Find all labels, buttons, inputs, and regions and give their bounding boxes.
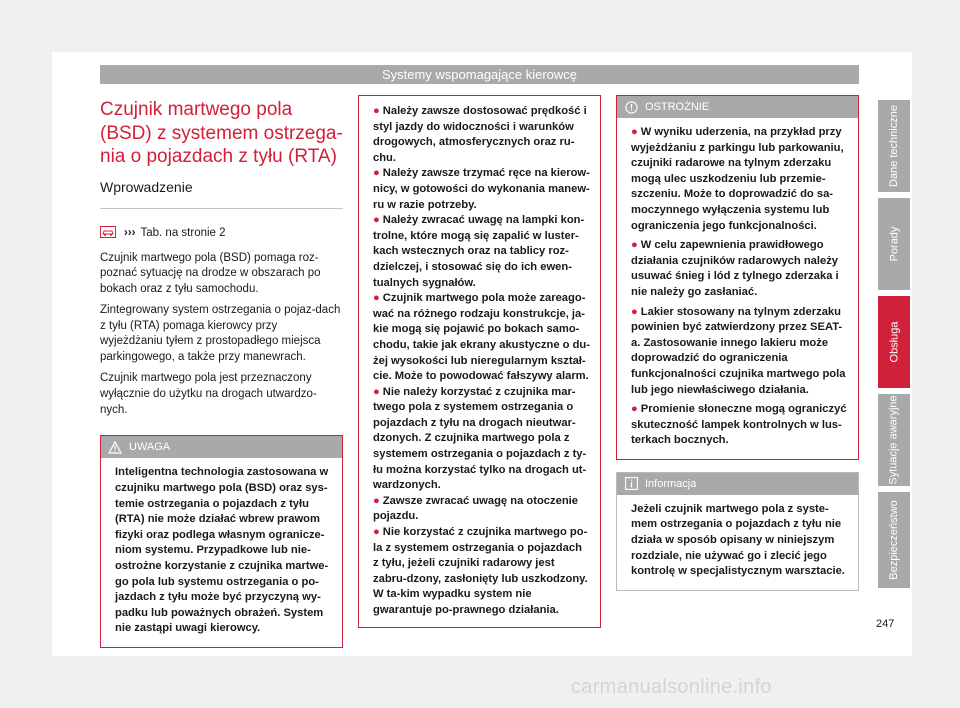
list-item-text: Lakier stosowany na tylnym zderzaku powinien być zatwierdzony przez SEAT-a. Zastosowanie innego lakieru może doprowadzić do ograniczenia funkcjonalności czujnika martwego pola lub jego niewłaściwego działania. bbox=[631, 305, 846, 396]
caution-header bbox=[617, 96, 858, 118]
exclamation-circle-icon bbox=[617, 101, 645, 114]
list-item-text: Nie należy korzystać z czujnika mar-twego pola z systemem ostrzegania o pojazdach z tyłu na drogach nieutwar-dzonych. Z czujnika martwego pola z systemem ostrzegania o pojazdach z ty-łu można korzystać tylko na drogach ut-wardzonych. bbox=[373, 385, 587, 492]
info-box bbox=[616, 472, 859, 591]
list-item bbox=[373, 525, 590, 619]
list-item bbox=[373, 494, 590, 525]
paragraph: Czujnik martwego pola jest przeznaczony wyłącznie do użytku na drogach utwardzo-nych. bbox=[100, 372, 317, 416]
list-item-text: W celu zapewnienia prawidłowego działania czujników radarowych należy usuwać śnieg i lód z tylnego zderzaka i nie należy go zasłaniać. bbox=[631, 239, 839, 298]
section-title-line: Czujnik martwego pola bbox=[100, 99, 293, 120]
car-icon bbox=[100, 226, 116, 241]
reference-arrows: ››› bbox=[124, 227, 136, 239]
tab-porady[interactable] bbox=[878, 198, 910, 290]
bullet-icon: ● bbox=[373, 167, 380, 180]
reference-text[interactable]: Tab. na stronie 2 bbox=[140, 227, 226, 239]
tab-label: Sytuacje awaryjne bbox=[888, 395, 900, 485]
warning-box bbox=[100, 435, 343, 648]
list-item bbox=[631, 125, 848, 234]
subsection-title: Wprowadzenie bbox=[100, 179, 343, 209]
list-item-text: Czujnik martwego pola może zareago-wać na różnego rodzaju konstrukcje, ja-kie mogą się pojawić po bokach samo-chodu, takie jak ekrany akustyczne o du-żej wysokości lub nieregularnym kształ-cie. Może to powodować fałszywy alarm. bbox=[373, 292, 590, 383]
list-item-text: W wyniku uderzenia, na przykład przy wyjeżdżaniu z parkingu lub parkowaniu, czujniki radarowe na tylnym zderzaku mogą ulec uszkodzeniu lub przemie-szczeniu. Może to doprowadzić do sa-moczynnego wyłączenia systemu lub ograniczenia jego funkcjonalności. bbox=[631, 126, 844, 232]
caution-list bbox=[617, 118, 858, 459]
chapter-header: Systemy wspomagające kierowcę bbox=[100, 65, 859, 84]
warning-list bbox=[359, 96, 600, 627]
section-title-line: nia o pojazdach z tyłu (RTA) bbox=[100, 146, 337, 167]
bullet-icon: ● bbox=[631, 126, 638, 138]
section-title bbox=[100, 98, 343, 169]
info-icon bbox=[617, 477, 645, 490]
list-item bbox=[631, 305, 848, 399]
caution-box bbox=[616, 95, 859, 460]
info-label: Informacja bbox=[645, 477, 697, 490]
list-item-text: Nie korzystać z czujnika martwego po-la z systemem ostrzegania o pojazdach z tyłu, jeżeli czujniki radarowy jest zabru-dzony, zasłonięty lub uszkodzony. W ta-kim wypadku system nie gwarantuje po-prawnego działania. bbox=[373, 526, 588, 616]
tab-label: Dane techniczne bbox=[888, 105, 901, 187]
table-reference[interactable] bbox=[100, 226, 343, 241]
column-middle bbox=[358, 95, 601, 628]
list-item-text: Należy zawsze trzymać ręce na kierow-nicy, w gotowości do wykonania manew-ru w razie potrzeby. bbox=[373, 167, 590, 211]
warning-header bbox=[101, 436, 342, 458]
tab-label: Obsługa bbox=[888, 321, 901, 363]
bullet-icon: ● bbox=[373, 214, 380, 227]
list-item bbox=[631, 238, 848, 300]
tab-sytuacje-awaryjne[interactable] bbox=[878, 394, 910, 486]
bullet-icon: ● bbox=[631, 403, 638, 416]
info-header bbox=[617, 473, 858, 495]
page-number: 247 bbox=[876, 618, 895, 630]
tab-obsluga[interactable] bbox=[878, 296, 910, 388]
list-item bbox=[373, 166, 590, 213]
bullet-icon: ● bbox=[373, 385, 380, 398]
tab-label: Bezpieczeństwo bbox=[888, 500, 900, 580]
list-item bbox=[373, 104, 590, 166]
list-item-text: Zawsze zwracać uwagę na otoczenie pojazdu. bbox=[373, 494, 578, 523]
list-item-text: Promienie słoneczne mogą ograniczyć skuteczność lampek kontrolnych w lus-terkach bocznych. bbox=[631, 403, 847, 447]
caution-label: OSTROŻNIE bbox=[645, 101, 710, 113]
list-item bbox=[373, 213, 590, 291]
list-item bbox=[373, 385, 590, 494]
column-right bbox=[616, 95, 859, 591]
warning-label: UWAGA bbox=[129, 441, 171, 454]
bullet-icon: ● bbox=[373, 526, 380, 539]
warning-text: Inteligentna technologia zastosowana w czujniku martwego pola (BSD) oraz sys-temie ostrzegania o pojazdach z tyłu (RTA) nie może działać wbrew prawom fizyki oraz podlega własnym ogranicze-niom systemu. Przypadkowe lub nie-ostrożne korzystanie z czujnika martwe-go pola lub systemu ostrzegania o po-jazdach z tyłu może być przyczyną wy-padku lub poważnych obrażeń. System nie zastąpi uwagi kierowcy. bbox=[115, 466, 329, 635]
tab-dane-techniczne[interactable] bbox=[878, 100, 910, 192]
warning-triangle-icon bbox=[101, 441, 129, 454]
bullet-icon: ● bbox=[631, 305, 638, 318]
bullet-icon: ● bbox=[373, 494, 380, 507]
bullet-icon: ● bbox=[631, 239, 638, 252]
warning-continuation-box bbox=[358, 95, 601, 628]
section-title-line: (BSD) z systemem ostrzega- bbox=[100, 122, 343, 144]
list-item-text: Należy zawsze dostosować prędkość i styl jazdy do widoczności i warunków drogowych, atmosferycznych oraz ru-chu. bbox=[373, 105, 587, 164]
list-item bbox=[373, 291, 590, 385]
list-item-text: Należy zwracać uwagę na lampki kon-trolne, które mogą się zapalić w luster-kach wstecznych oraz na tablicy roz-dzielczej, i stosować się do ich ewen-tualnych sygnałów. bbox=[373, 214, 585, 289]
tab-label: Porady bbox=[888, 226, 901, 262]
info-text: Jeżeli czujnik martwego pola z syste-mem ostrzegania o pojazdach z tyłu nie działa w sposób opisany w niniejszym rozdziale, nie używać go i zlecić jego kontrolę w specjalistycznym warsztacie. bbox=[631, 502, 845, 578]
column-left bbox=[100, 90, 343, 648]
list-item bbox=[631, 402, 848, 449]
bullet-icon: ● bbox=[373, 292, 380, 305]
bullet-icon: ● bbox=[373, 105, 380, 117]
watermark: carmanualsonline.info bbox=[571, 676, 772, 698]
tab-bezpieczenstwo[interactable] bbox=[878, 492, 910, 588]
paragraph: Czujnik martwego pola (BSD) pomaga roz-poznać sytuację na drodze w obszarach po bokach oraz z tyłu samochodu. bbox=[100, 251, 321, 296]
paragraph: Zintegrowany system ostrzegania o pojaz-dach z tyłu (RTA) pomaga kierowcy przy wyjeżdżaniu tyłem z prostopadłego miejsca parkingowego, a także przy manewrach. bbox=[100, 303, 341, 364]
